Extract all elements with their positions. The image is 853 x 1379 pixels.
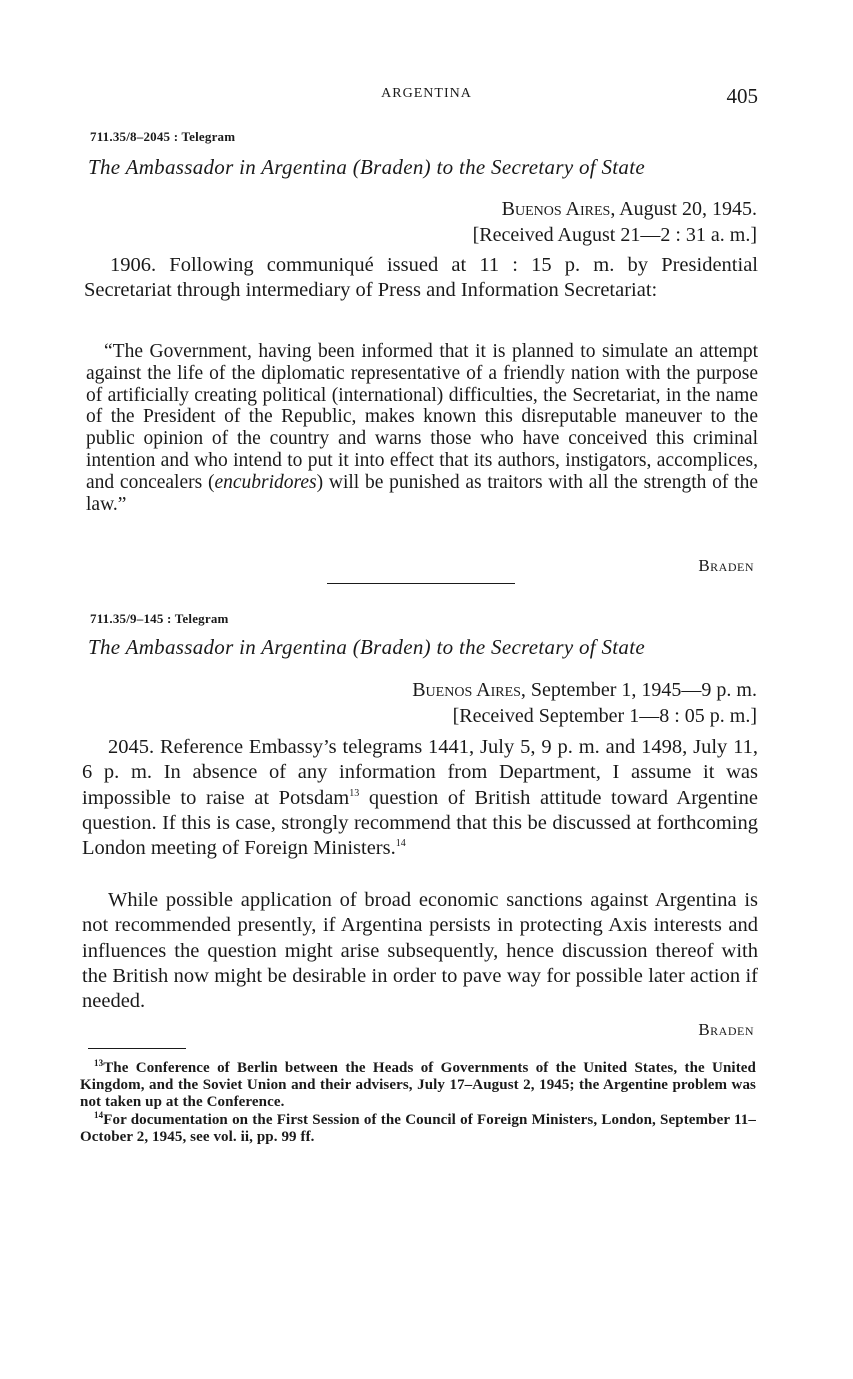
quoted-communique bbox=[86, 341, 758, 515]
quote-italic-term: encubridores bbox=[214, 471, 317, 493]
footnote-rule bbox=[88, 1048, 186, 1049]
dateline bbox=[502, 198, 757, 221]
footnote bbox=[80, 1060, 756, 1112]
heading-text: The Ambassador in Argentina ( bbox=[88, 155, 360, 179]
paragraph-text: 2045. Reference Embassy’s telegrams 1441, July 5, 9 p. m. and 1498, July 11, 6 p. m. In absence of any information from Department, I assume it was impossible to raise at Potsdam bbox=[82, 736, 758, 809]
footnote-mark: 13 bbox=[94, 1058, 104, 1068]
footnote-text: The Conference of Berlin between the Heads of Governments of the United States, the United Kingdom, and the Soviet Union and their advisers, July 17–August 2, 1945; the Argentine problem was not taken up at the Conference. bbox=[80, 1060, 756, 1111]
dateline bbox=[412, 679, 757, 702]
received-line: [Received September 1—8 : 05 p. m.] bbox=[452, 705, 757, 727]
date-text: , September 1, 1945—9 p. m. bbox=[520, 679, 757, 701]
heading-text: ) to the Secretary of State bbox=[423, 635, 645, 659]
signature: Braden bbox=[698, 556, 754, 575]
footnote bbox=[80, 1109, 756, 1146]
place-name: Buenos Aires bbox=[501, 198, 611, 220]
heading-text: The Ambassador in Argentina ( bbox=[88, 635, 360, 659]
page-number: 405 bbox=[726, 84, 758, 108]
running-head: ARGENTINA bbox=[381, 86, 472, 101]
document-heading bbox=[88, 635, 758, 660]
signature: Braden bbox=[698, 1020, 754, 1039]
document-heading bbox=[88, 155, 758, 180]
footnotes bbox=[80, 1060, 756, 1146]
paragraph-text: question of British attitude toward Argentine question. If this is case, strongly recommend that this be discussed at forthcoming London meeting of Foreign Ministers. bbox=[82, 786, 758, 860]
quote-text: ) will be punished as traitors with all the strength of the law.” bbox=[86, 471, 758, 515]
telegram-paragraph: While possible application of broad economic sanctions against Argentina is not recommended presently, if Argentina persists in protecting Axis interests and influences the question might arise subsequently, hence discussion thereof with the British now might be desirable in order to pave way for possible later action if needed. bbox=[82, 889, 758, 1013]
footnote-text: For documentation on the First Session of the Council of Foreign Ministers, London, September 11–October 2, 1945, see vol. ii, pp. 99 ff. bbox=[80, 1111, 756, 1145]
telegram-paragraph: 1906. Following communiqué issued at 11 : 15 p. m. by Presidential Secretariat through intermediary of Press and Information Secretariat: bbox=[84, 254, 758, 302]
heading-name: Braden bbox=[360, 155, 424, 179]
section-divider bbox=[327, 583, 515, 584]
footnote-mark: 14 bbox=[94, 1109, 104, 1120]
quote-text: “The Government, having been informed that it is planned to simulate an attempt against the life of the diplomatic representative of a friendly nation with the purpose of artificially creating political (international) difficulties, the Secretariat, in the name of the President of the Republic, makes known this disreputable maneuver to the public opinion of the country and warns those who have conceived this criminal intention and who intend to put it into effect that its authors, instigators, accomplices, and concealers ( bbox=[86, 341, 758, 493]
telegram-paragraph bbox=[82, 735, 758, 861]
received-line: [Received August 21—2 : 31 a. m.] bbox=[472, 224, 757, 246]
date-text: , August 20, 1945. bbox=[610, 198, 757, 220]
place-name: Buenos Aires bbox=[412, 679, 521, 701]
file-reference: 711.35/9–145 : Telegram bbox=[90, 611, 229, 626]
heading-text: ) to the Secretary of State bbox=[423, 155, 645, 179]
footnote-ref: 14 bbox=[395, 838, 406, 850]
file-reference: 711.35/8–2045 : Telegram bbox=[90, 129, 236, 144]
heading-name: Braden bbox=[360, 635, 424, 659]
footnote-ref: 13 bbox=[349, 787, 360, 799]
